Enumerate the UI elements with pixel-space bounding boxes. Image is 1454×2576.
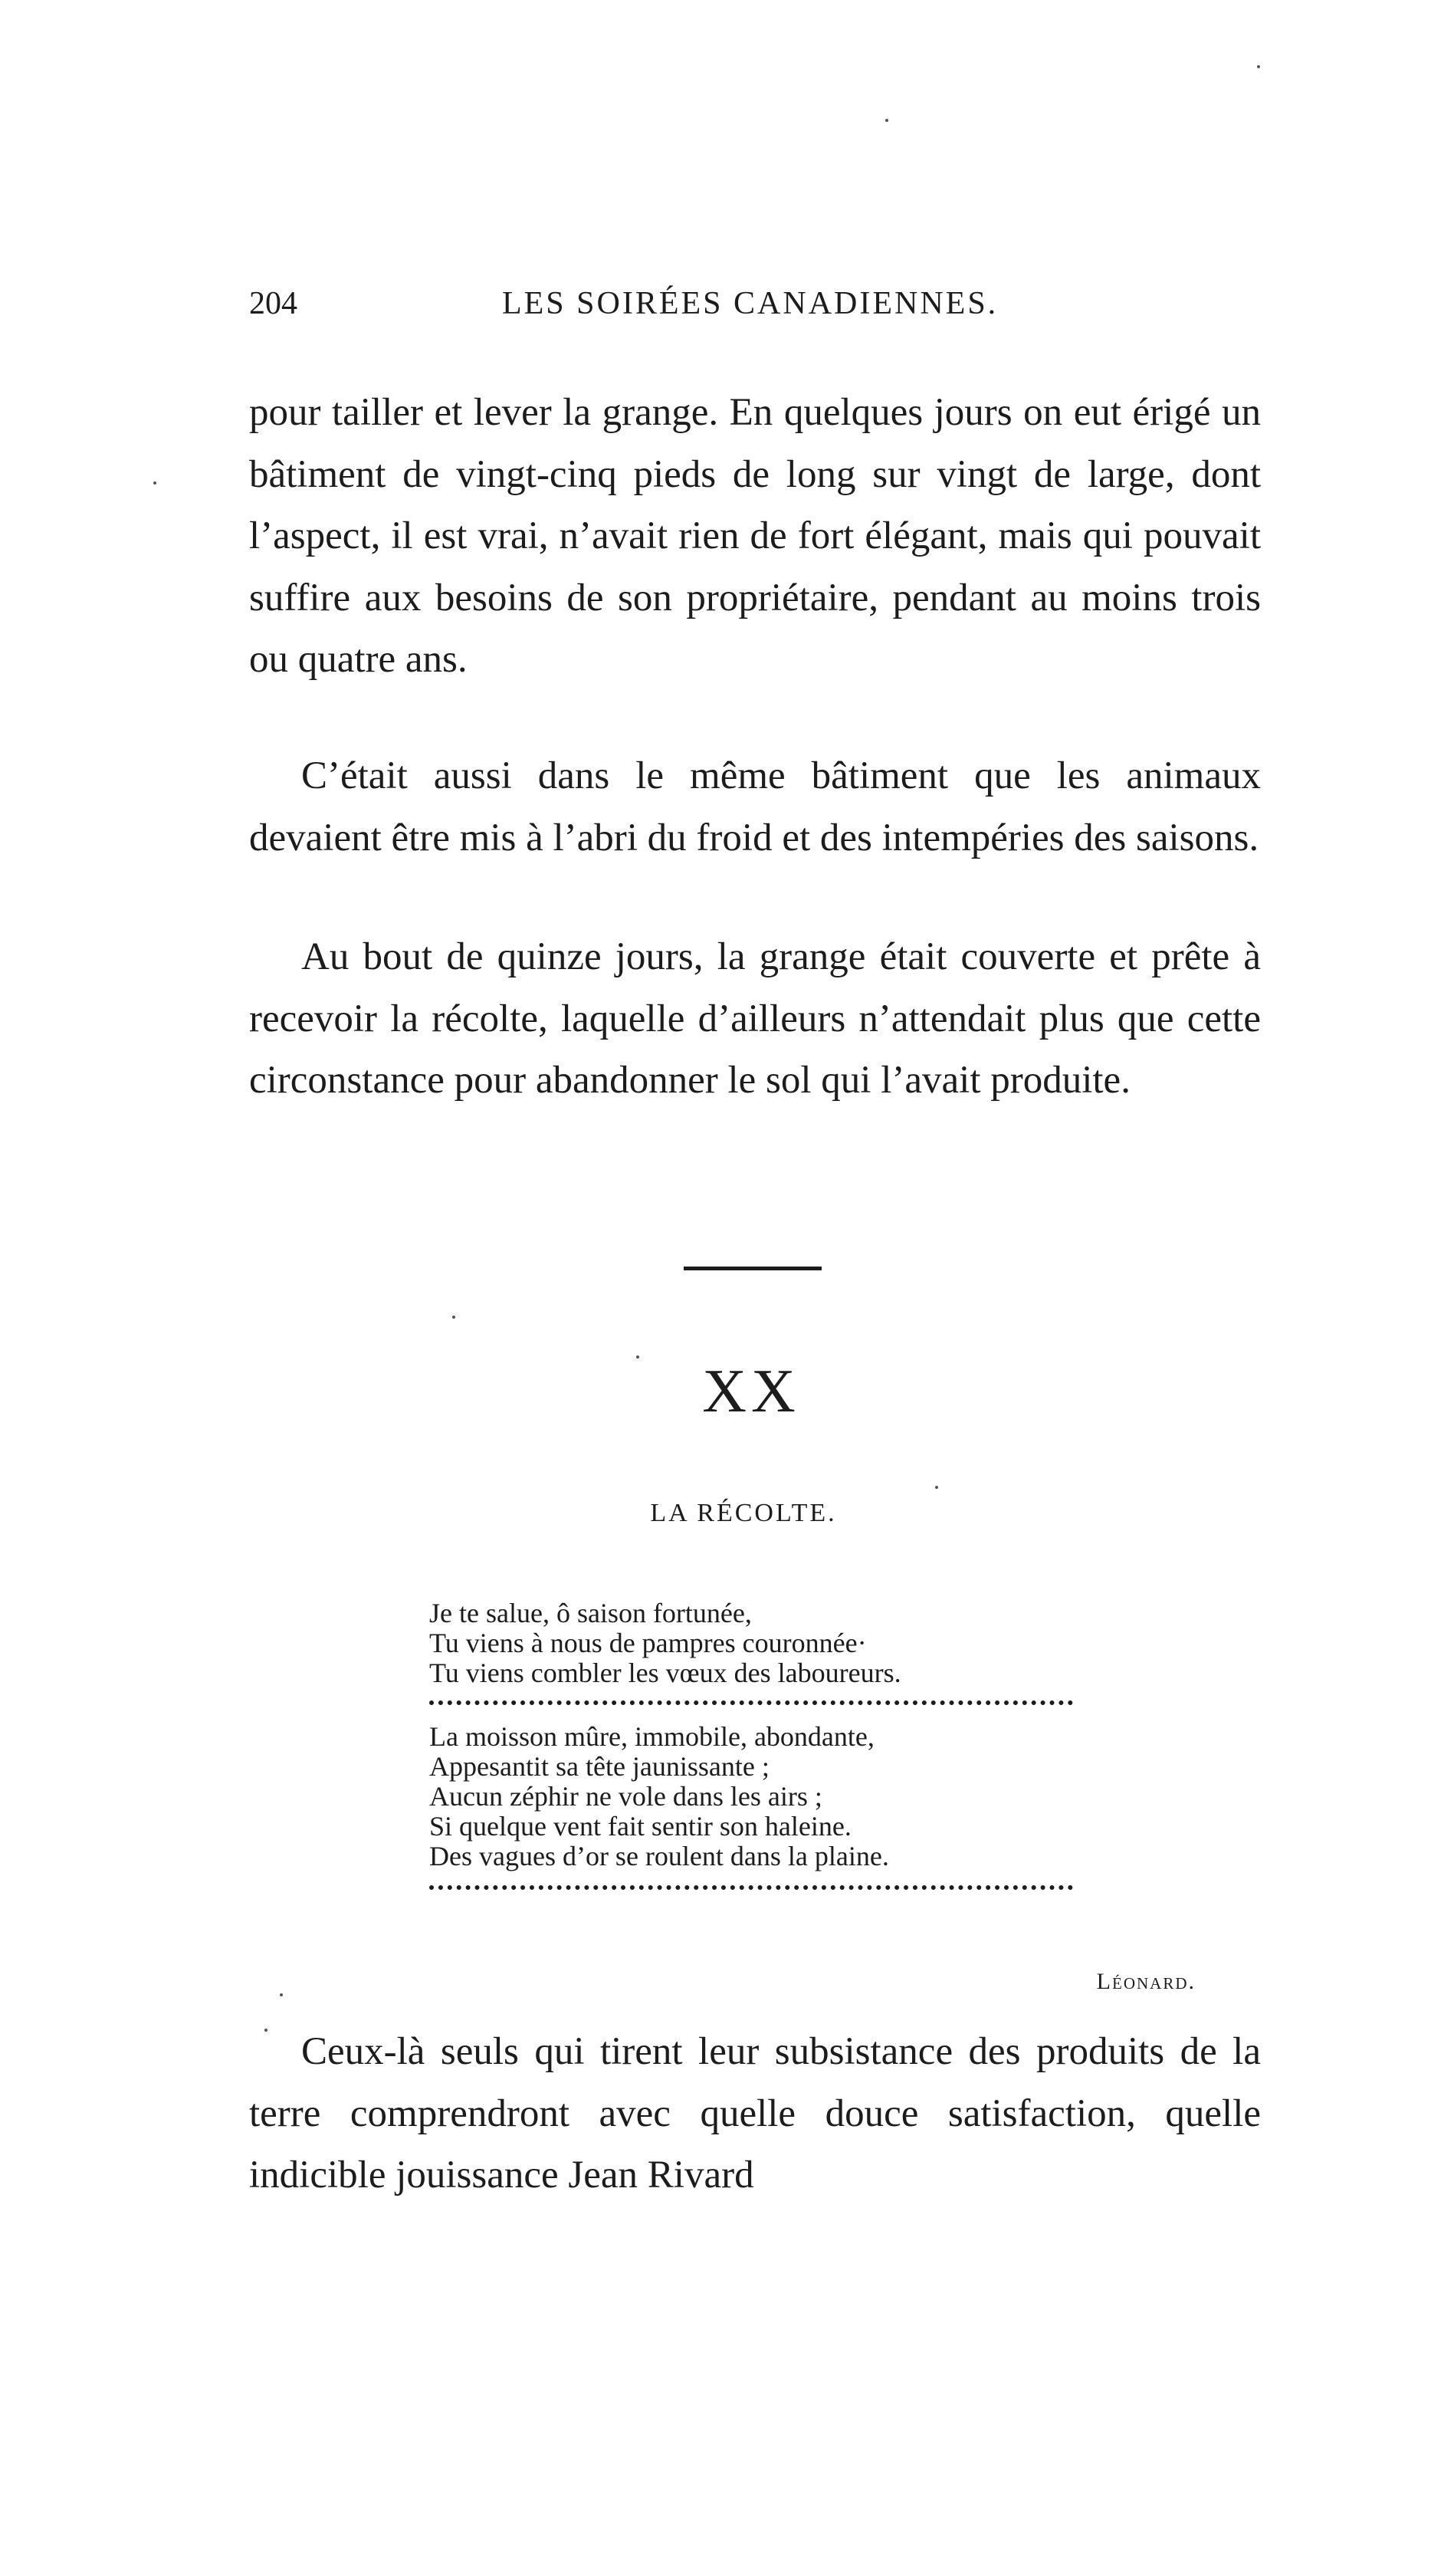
- dotted-separator: [429, 1875, 1073, 1890]
- verse-line: Tu viens combler les vœux des laboureurs.: [429, 1658, 901, 1688]
- epigraph-attribution: Léonard.: [1096, 1969, 1196, 1994]
- verse-line: Tu viens à nous de pampres couronnée·: [429, 1628, 867, 1658]
- verse-line: Des vagues d’or se roulent dans la plaine.: [429, 1841, 889, 1871]
- scan-speck: [153, 481, 156, 485]
- dotted-separator: [429, 1688, 1073, 1705]
- verse-line: La moisson mûre, immobile, abondante,: [429, 1721, 875, 1752]
- page-header: [249, 285, 1261, 331]
- verse-line: Si quelque vent fait sentir son haleine.: [429, 1811, 852, 1842]
- scan-speck: [885, 119, 888, 122]
- paragraph-1: pour tailler et lever la grange. En quelques jours on eut érigé un bâtiment de vingt-cinq pieds de long sur vingt de large, dont l’aspect, il est vrai, n’avait rien de fort élégant, mais qui pouvait suffire aux besoins de son propriétaire, pendant au moins trois ou quatre ans.: [249, 391, 1261, 681]
- chapter-title: LA RÉCOLTE.: [650, 1499, 837, 1527]
- paragraph-2: C’était aussi dans le même bâtiment que les animaux devaient être mis à l’abri du froid et des intempéries des saisons.: [249, 754, 1261, 859]
- scan-speck: [264, 2029, 267, 2032]
- scan-speck: [1257, 65, 1260, 68]
- chapter-number: XX: [702, 1358, 800, 1425]
- verse-line: Je te salue, ô saison fortunée,: [429, 1598, 752, 1628]
- scan-speck: [636, 1355, 639, 1359]
- closing-paragraph: Ceux-là seuls qui tirent leur subsistance des produits de la terre comprendront avec quelle douce satisfaction, quelle indicible jouissance Jean Rivard: [249, 2030, 1261, 2196]
- section-divider: [684, 1267, 822, 1270]
- paragraph-3: Au bout de quinze jours, la grange était couverte et prête à recevoir la récolte, laquelle d’ailleurs n’attendait plus que cette circonstance pour abandonner le sol qui l’avait produite.: [249, 935, 1261, 1102]
- verse-line: Appesantit sa tête jaunissante ;: [429, 1751, 770, 1782]
- verse-line: Aucun zéphir ne vole dans les airs ;: [429, 1781, 822, 1812]
- scan-speck: [280, 1993, 283, 1996]
- scan-speck: [935, 1486, 938, 1489]
- scan-speck: [452, 1316, 455, 1319]
- running-title: LES SOIRÉES CANADIENNES.: [502, 286, 999, 321]
- page-number: 204: [249, 286, 297, 321]
- epigraph: [429, 1598, 1073, 1905]
